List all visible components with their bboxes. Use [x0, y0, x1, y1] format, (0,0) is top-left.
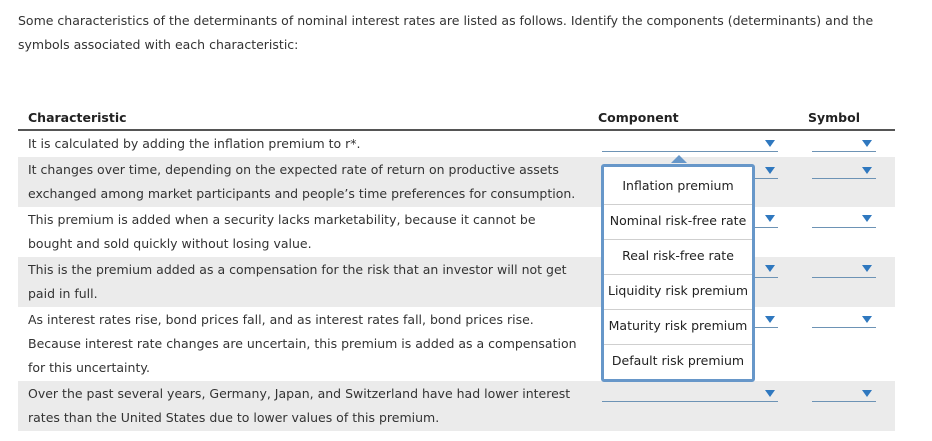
characteristic-text-4: This is the premium added as a compensation for the risk that an investor will not get paid in full.	[28, 262, 567, 301]
header-component: Component	[598, 110, 679, 125]
characteristic-text-1: It is calculated by adding the inflation premium to r*.	[28, 136, 361, 151]
option-inflation-premium[interactable]: Inflation premium	[622, 178, 734, 193]
chevron-down-icon[interactable]	[862, 390, 872, 397]
chevron-down-icon[interactable]	[862, 316, 872, 323]
chevron-down-icon[interactable]	[862, 167, 872, 174]
header-characteristic: Characteristic	[28, 110, 127, 125]
option-liquidity-risk-premium[interactable]: Liquidity risk premium	[607, 283, 749, 298]
chevron-down-icon[interactable]	[765, 265, 775, 272]
chevron-down-icon[interactable]	[862, 140, 872, 147]
chevron-down-icon[interactable]	[862, 265, 872, 272]
chevron-down-icon[interactable]	[765, 390, 775, 397]
chevron-down-icon[interactable]	[765, 215, 775, 222]
option-nominal-risk-free-rate[interactable]: Nominal risk-free rate	[609, 213, 747, 228]
chevron-down-icon[interactable]	[765, 167, 775, 174]
option-maturity-risk-premium[interactable]: Maturity risk premium	[608, 318, 748, 333]
chevron-down-icon[interactable]	[765, 316, 775, 323]
component-options-popup	[601, 164, 755, 382]
option-default-risk-premium[interactable]: Default risk premium	[611, 353, 745, 368]
header-divider	[18, 129, 895, 131]
popup-pointer	[671, 155, 687, 163]
option-real-risk-free-rate[interactable]: Real risk-free rate	[622, 248, 734, 263]
characteristic-text-5: As interest rates rise, bond prices fall, and as interest rates fall, bond prices rise. Because interest rate changes are uncertain, this premium is added as a compensation for this uncertainty.	[28, 312, 577, 375]
characteristic-text-2: It changes over time, depending on the expected rate of return on productive assets exchanged among market participants and people’s time preferences for consumption.	[28, 162, 576, 201]
header-symbol: Symbol	[808, 110, 860, 125]
characteristic-text-6: Over the past several years, Germany, Japan, and Switzerland have had lower interest rates than the United States due to lower values of this premium.	[28, 386, 571, 425]
question-prompt: Some characteristics of the determinants of nominal interest rates are listed as follows. Identify the components (determinants) and the symbols associated with each characteristic:	[18, 13, 874, 52]
characteristic-text-3: This premium is added when a security lacks marketability, because it cannot be bought and sold quickly without losing value.	[28, 212, 536, 251]
chevron-down-icon[interactable]	[862, 215, 872, 222]
chevron-down-icon[interactable]	[765, 140, 775, 147]
